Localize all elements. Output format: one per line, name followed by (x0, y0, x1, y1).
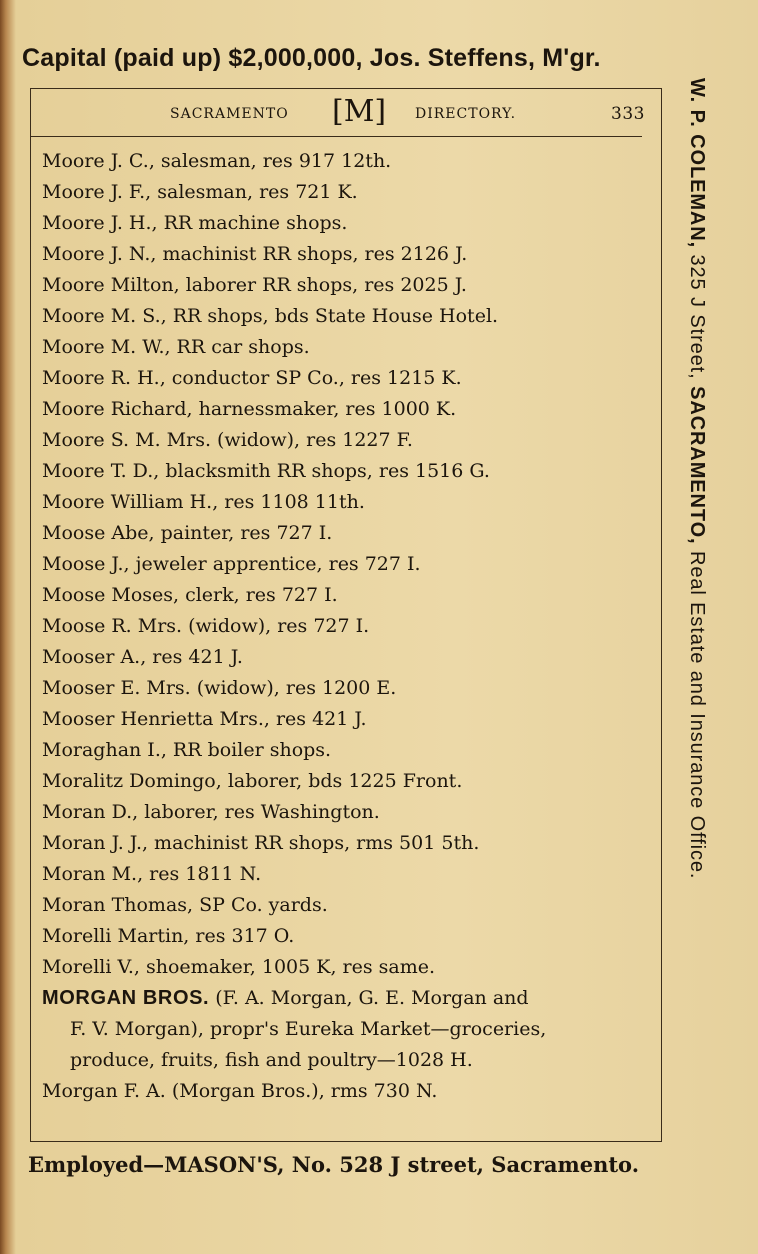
list-item: Moose Abe, painter, res 727 I. (42, 522, 333, 544)
side-ad-business: Real Estate and Insurance Office. (686, 550, 708, 880)
list-item: Moran J. J., machinist RR shops, rms 501 5th. (42, 832, 480, 854)
side-ad-city: SACRAMENTO, (686, 386, 708, 545)
list-item: Moore J. F., salesman, res 721 K. (42, 181, 358, 203)
list-item: Moore Milton, laborer RR shops, res 2025 J. (42, 274, 467, 296)
list-item: Moore J. C., salesman, res 917 12th. (42, 150, 392, 172)
morgan-bros-continuation: produce, fruits, fish and poultry—1028 H. (70, 1049, 473, 1071)
list-item: Mooser Henrietta Mrs., res 421 J. (42, 708, 367, 730)
list-item: Moose Moses, clerk, res 727 I. (42, 584, 338, 606)
morgan-bros-continuation: F. V. Morgan), propr's Eureka Market—groceries, (70, 1018, 547, 1040)
directory-entries (42, 146, 652, 1107)
list-item: Morgan F. A. (Morgan Bros.), rms 730 N. (42, 1080, 438, 1102)
list-item: Moore S. M. Mrs. (widow), res 1227 F. (42, 429, 413, 451)
list-item: Moore J. N., machinist RR shops, res 2126 J. (42, 243, 468, 265)
morgan-bros-entry (42, 983, 652, 1014)
list-item: Moraghan I., RR boiler shops. (42, 739, 332, 761)
list-item: Moore M. W., RR car shops. (42, 336, 310, 358)
firm-name: MORGAN BROS. (42, 987, 210, 1009)
running-head-city: SACRAMENTO (170, 106, 289, 122)
page-number: 333 (611, 104, 645, 124)
list-item: Moose J., jeweler apprentice, res 727 I. (42, 553, 421, 575)
side-advertisement (668, 78, 708, 1153)
list-item: Moore R. H., conductor SP Co., res 1215 K. (42, 367, 462, 389)
list-item: Moore J. H., RR machine shops. (42, 212, 348, 234)
list-item: Moore M. S., RR shops, bds State House Hotel. (42, 305, 499, 327)
list-item: Moran M., res 1811 N. (42, 863, 262, 885)
list-item: Moose R. Mrs. (widow), res 727 I. (42, 615, 370, 637)
running-head (30, 96, 645, 132)
running-head-letter: [M] (332, 94, 387, 129)
list-item: Moralitz Domingo, laborer, bds 1225 Front. (42, 770, 463, 792)
list-item: Moore Richard, harnessmaker, res 1000 K. (42, 398, 457, 420)
side-ad-address: 325 J Street, (686, 254, 708, 380)
footer-advertisement: Employed—MASON'S, No. 528 J street, Sacramento. (28, 1152, 640, 1177)
list-item: Moran D., laborer, res Washington. (42, 801, 380, 823)
side-ad-name: W. P. COLEMAN, (686, 78, 708, 249)
header-rule (30, 136, 642, 137)
running-head-title: DIRECTORY. (415, 106, 517, 122)
header-advertisement: Capital (paid up) $2,000,000, Jos. Steffens, M'gr. (22, 44, 601, 72)
list-item: Moran Thomas, SP Co. yards. (42, 894, 328, 916)
list-item: Morelli Martin, res 317 O. (42, 925, 295, 947)
list-item: Moore T. D., blacksmith RR shops, res 1516 G. (42, 460, 490, 482)
list-item: Morelli V., shoemaker, 1005 K, res same. (42, 956, 436, 978)
list-item: Moore William H., res 1108 11th. (42, 491, 365, 513)
list-item: Mooser A., res 421 J. (42, 646, 243, 668)
list-item: Mooser E. Mrs. (widow), res 1200 E. (42, 677, 397, 699)
firm-partners: (F. A. Morgan, G. E. Morgan and (215, 987, 529, 1009)
